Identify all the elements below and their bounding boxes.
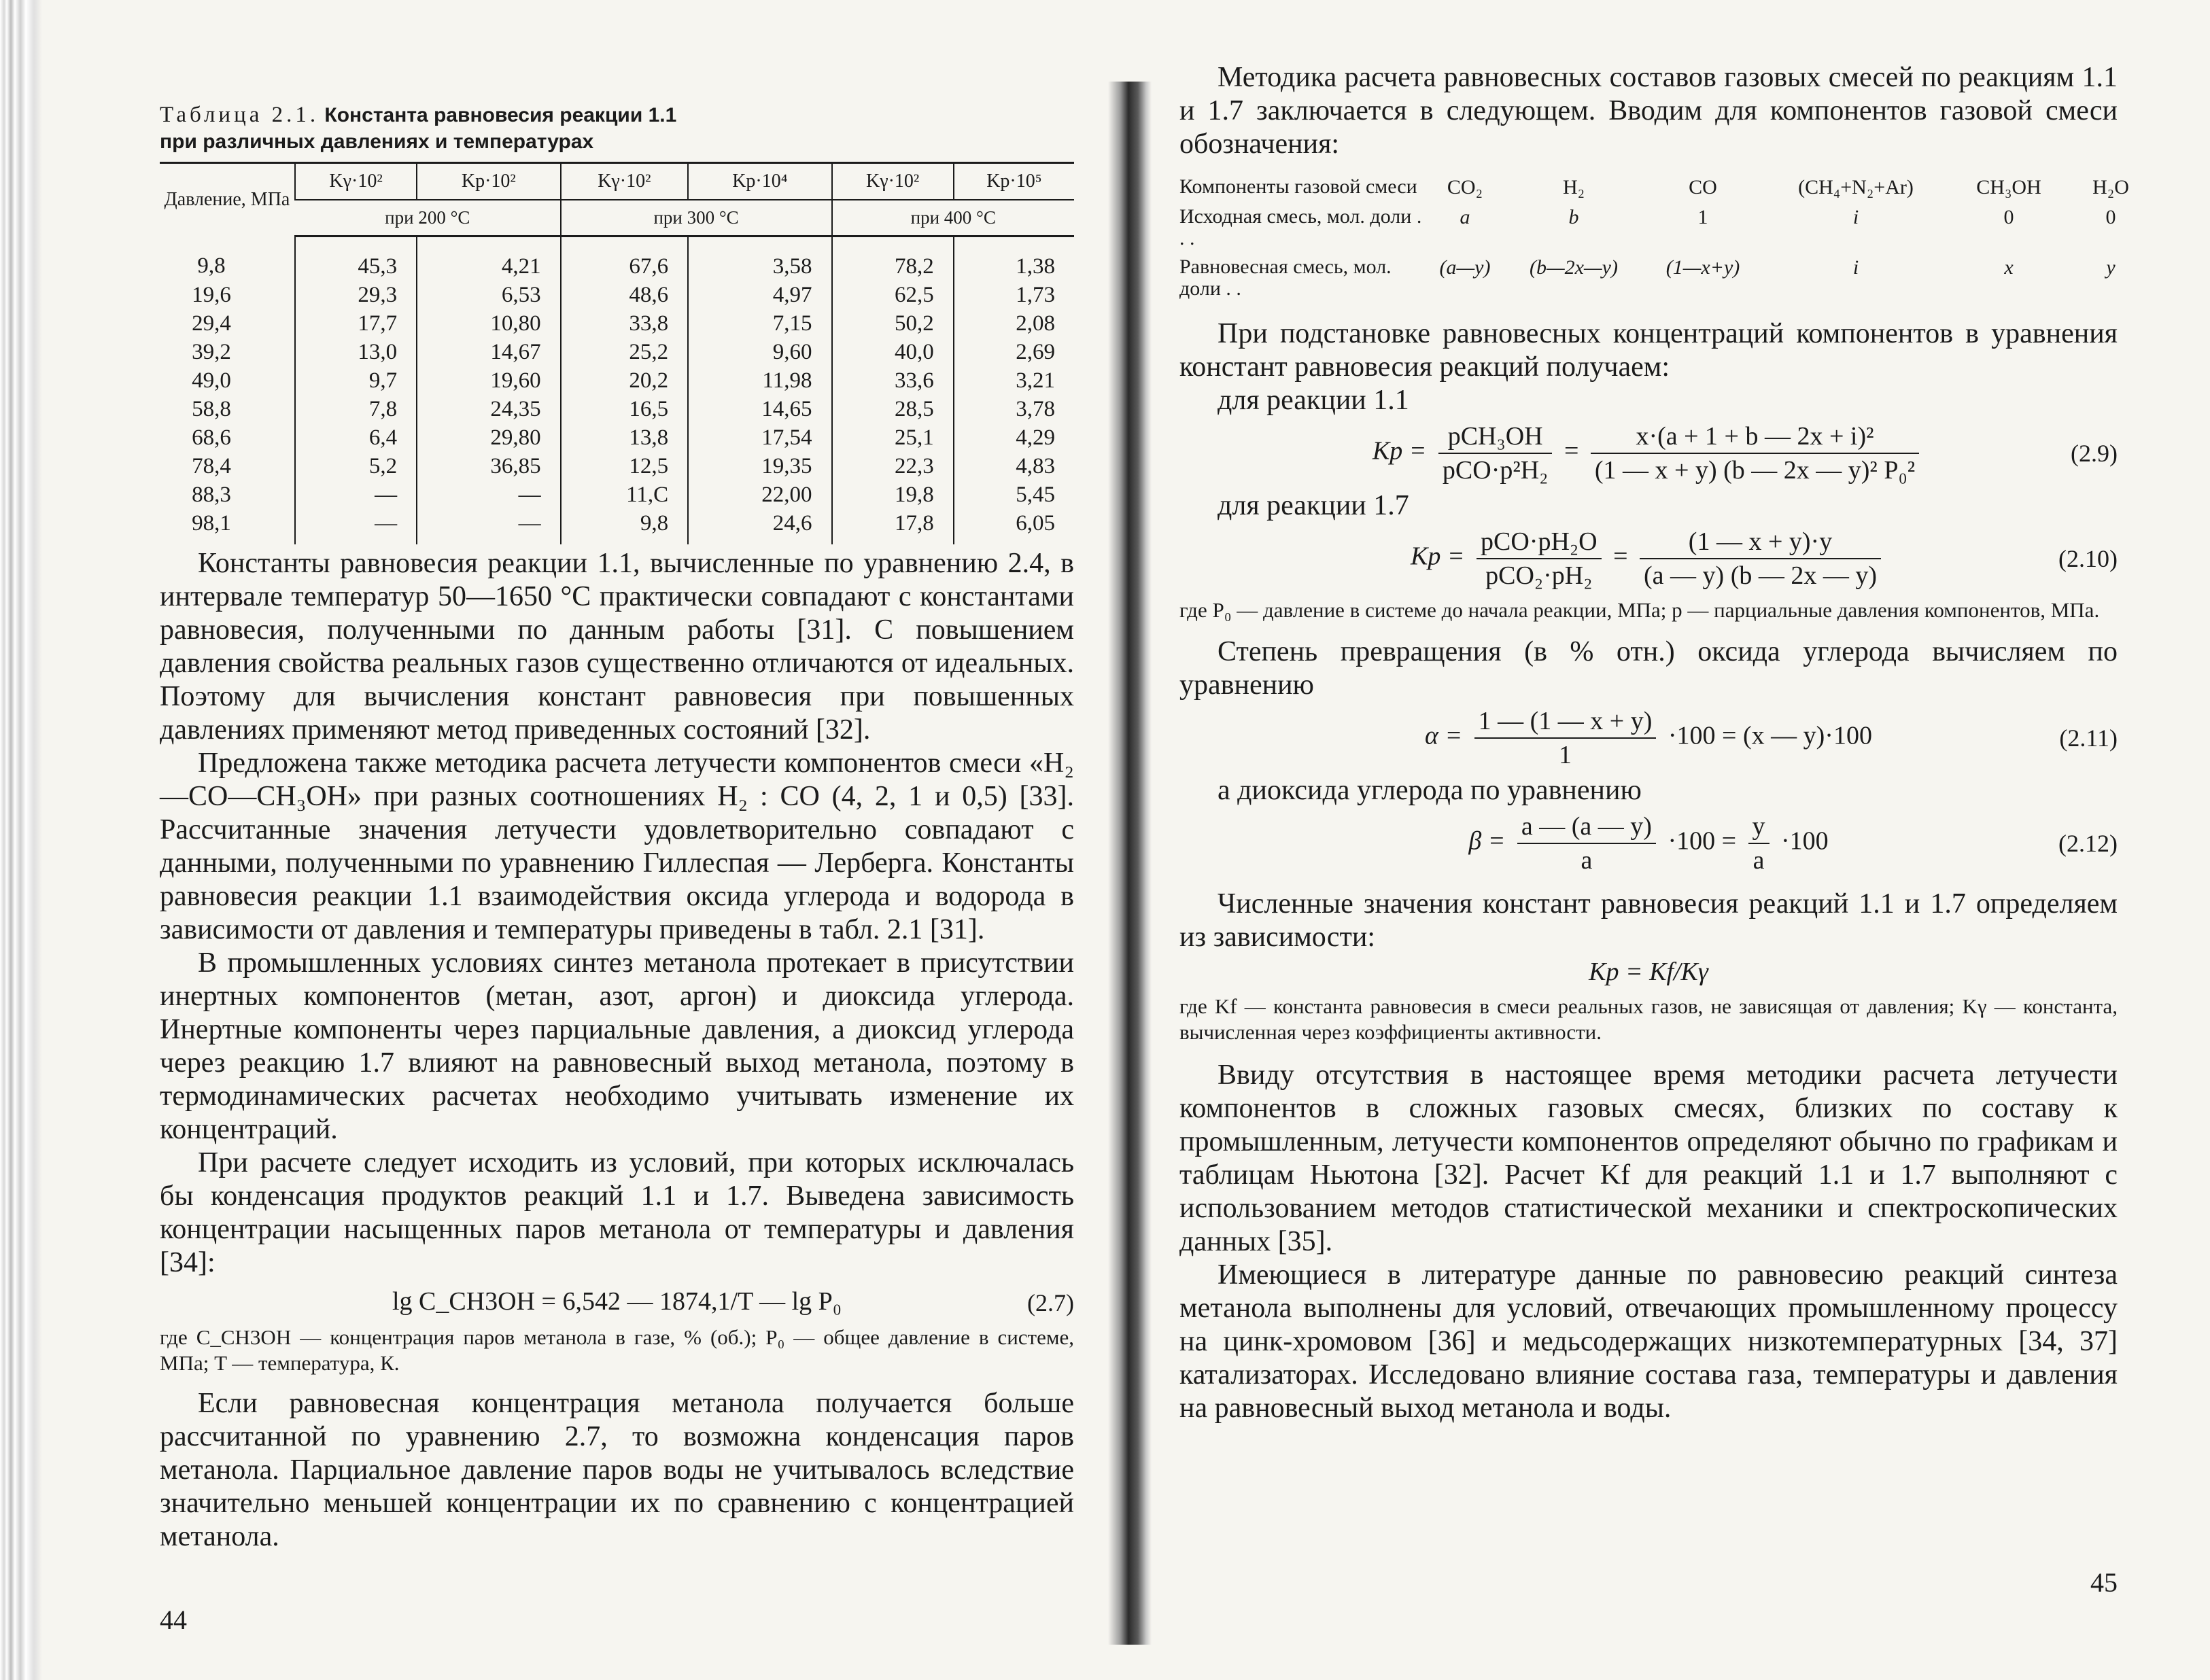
equation-number: (2.11) [2059, 724, 2118, 752]
table-caption-title-1: Константа равновесия реакции 1.1 [324, 104, 677, 126]
pressure-cell: 98,1 [192, 511, 231, 536]
comp-cell: (a—y) [1439, 256, 1491, 279]
comp-header-label: Компоненты газовой смеси [1179, 175, 1417, 198]
value-cell: — [295, 509, 417, 544]
table-row [160, 309, 1074, 338]
value-cell: 17,54 [688, 423, 831, 452]
equilibrium-constant-table [160, 162, 1074, 544]
paragraph: При подстановке равновесных концентраций компонентов в уравнения констант равновесия реакций получаем: [1179, 318, 2118, 383]
paragraph: Ввиду отсутствия в настоящее время методики расчета летучести компонентов в сложных газовых смесях, близких по составу к промышленным, летучести компонентов определяют обычно по графикам и таблицам Ньютона [32]. Расчет Kf для реакций 1.1 и 1.7 выполняют с использованием методов статистической механики и спектроскопических данных [35]. [1179, 1060, 2118, 1257]
value-cell: 17,8 [832, 509, 954, 544]
value-cell: 22,00 [688, 480, 831, 509]
pressure-cell: 49,0 [192, 368, 231, 393]
table-row [160, 423, 1074, 452]
equation-number: (2.7) [1027, 1289, 1074, 1316]
paragraph: Имеющиеся в литературе данные по равновесию реакций синтеза метанола выполнены для условий, отвечающих промышленному процессу на цинк-хромовом [36] и медьсодержащих низкотемпературных [34, 37] катализаторах. Исследовано влияние состава газа, температуры и давления на равновесный выход метанола и воды. [1179, 1259, 2118, 1424]
equation-number: (2.12) [2058, 830, 2118, 857]
value-cell: 40,0 [832, 338, 954, 366]
pressure-cell: 29,4 [192, 311, 231, 336]
eq-numerator: a — (a — y) [1517, 811, 1656, 844]
value-cell: 45,3 [295, 237, 417, 281]
label: для реакции 1.1 [1218, 385, 1409, 416]
eq-numerator: pCH₃OH [1438, 421, 1553, 454]
comp-cell: i [1852, 206, 1859, 228]
note: где C_CH3OH — концентрация паров метанола в газе, % (об.); P₀ — общее давление в системе, МПа; T — температура, К. [160, 1325, 1074, 1375]
eq-denominator: (a — y) (b — 2x — y) [1644, 561, 1877, 590]
pressure-cell: 58,8 [192, 397, 231, 421]
pressure-cell: 19,6 [192, 283, 231, 307]
value-cell: 29,80 [417, 423, 560, 452]
left-text-block [160, 547, 1074, 1554]
left-page [160, 0, 1074, 1680]
value-cell: 24,35 [417, 395, 560, 423]
value-cell: 67,6 [561, 237, 689, 281]
comp-cell: (b—2x—y) [1530, 256, 1618, 279]
pressure-header: Давление, МПа [160, 163, 295, 237]
pressure-cell: 78,4 [192, 454, 231, 478]
value-cell: 3,78 [954, 395, 1074, 423]
value-cell: 7,8 [295, 395, 417, 423]
value-cell: 6,53 [417, 281, 560, 309]
temp-group-header: при 300 °C [561, 200, 832, 237]
value-cell: 9,60 [688, 338, 831, 366]
comp-header: CH₃OH [1976, 176, 2041, 198]
equation-2-7 [160, 1287, 1074, 1319]
value-cell: 2,69 [954, 338, 1074, 366]
comp-cell: i [1852, 256, 1859, 279]
comp-cell: 1 [1697, 206, 1708, 228]
value-cell: 3,58 [688, 237, 831, 281]
paragraph: Численные значения констант равновесия реакций 1.1 и 1.7 определяем из зависимости: [1179, 888, 2118, 953]
col-header: Kγ·10² [295, 163, 417, 200]
value-cell: 48,6 [561, 281, 689, 309]
comp-cell: b [1568, 206, 1579, 228]
table-row [160, 338, 1074, 366]
value-cell: 20,2 [561, 366, 689, 395]
value-cell: 2,08 [954, 309, 1074, 338]
equation-number: (2.9) [2071, 440, 2118, 467]
value-cell: 1,73 [954, 281, 1074, 309]
pressure-cell: 9,8 [197, 253, 226, 279]
value-cell: 16,5 [561, 395, 689, 423]
comp-header: CO [1689, 176, 1717, 198]
value-cell: 78,2 [832, 237, 954, 281]
note: где P₀ — давление в системе до начала реакции, МПа; p — парциальные давления компонентов, МПа. [1179, 598, 2100, 622]
comp-header: CO₂ [1447, 176, 1483, 198]
eq-numerator: y [1748, 811, 1769, 844]
value-cell: 19,8 [832, 480, 954, 509]
table-row [160, 452, 1074, 480]
comp-cell: y [2106, 256, 2116, 279]
eq-lhs: Kp = [1372, 436, 1427, 466]
temp-group-header: при 200 °C [295, 200, 561, 237]
paragraph: Предложена также методика расчета летучести компонентов смеси «H₂—CO—CH₃OH» при разных соотношениях H₂ : CO (4, 2, 1 и 0,5) [33]. Рассчитанные значения летучести удовлетворительно совпадают с данными, полученными по уравнению Гиллеспая — Лерберга. Константы равновесия реакции 1.1 взаимодействия оксида углерода и водорода в зависимости от давления и температуры приведены в табл. 2.1 [31]. [160, 748, 1074, 945]
equation-text: lg C_CH3OH = 6,542 — 1874,1/T — lg P₀ [392, 1287, 842, 1316]
equation-kp [1179, 957, 2118, 987]
composition-table [1179, 175, 2129, 300]
paragraph: При расчете следует исходить из условий, при которых исключалась бы конденсация продуктов реакций 1.1 и 1.7. Выведена зависимость концентрации насыщенных паров метанола от температуры и давления [34]: [160, 1147, 1074, 1278]
value-cell: 19,60 [417, 366, 560, 395]
comp-cell: 0 [2105, 206, 2116, 228]
eq-denominator: a [1581, 846, 1593, 875]
eq-rhs: ·100 = (x — y)·100 [1668, 721, 1872, 750]
table-row [160, 480, 1074, 509]
value-cell: 6,4 [295, 423, 417, 452]
eq-numerator: 1 — (1 — x + y) [1474, 706, 1657, 739]
eq-lhs: α = [1425, 721, 1463, 750]
eq-lhs: Kp = [1411, 542, 1465, 571]
comp-row-label: Исходная смесь, мол. доли . . . [1179, 205, 1422, 249]
equation-2-12 [1179, 811, 2118, 875]
value-cell: 6,05 [954, 509, 1074, 544]
eq-denominator: 1 [1559, 741, 1572, 769]
comp-cell: a [1460, 206, 1470, 228]
value-cell: — [417, 509, 560, 544]
paragraph: Степень превращения (в % отн.) оксида углерода вычисляем по уравнению [1179, 636, 2118, 701]
equation-text: Kp = Kf/Kγ [1589, 958, 1708, 986]
table-row [160, 366, 1074, 395]
value-cell: 3,21 [954, 366, 1074, 395]
value-cell: 19,35 [688, 452, 831, 480]
value-cell: 25,2 [561, 338, 689, 366]
comp-header: (CH₄+N₂+Ar) [1798, 176, 1914, 198]
book-binding-edge [0, 0, 42, 1680]
value-cell: 7,15 [688, 309, 831, 338]
comp-header: H₂O [2092, 176, 2129, 198]
comp-cell: 0 [2003, 206, 2014, 228]
col-header: Kp·10⁵ [954, 163, 1074, 200]
value-cell: 33,6 [832, 366, 954, 395]
value-cell: 5,2 [295, 452, 417, 480]
book-gutter [1108, 82, 1152, 1645]
col-header: Kp·10² [417, 163, 560, 200]
comp-cell: x [2004, 256, 2014, 279]
col-header: Kp·10⁴ [688, 163, 831, 200]
value-cell: — [417, 480, 560, 509]
equation-2-10: Kp = $\frac{\text{pCO·pH₂O}}{\text{pCO₂·pH₂}}$ = $\frac{(1 — x + y)\cdot y}{(a — y) (b — 2x — y)}$ (2.10) [1411, 527, 2118, 590]
table-row [160, 509, 1074, 544]
value-cell: 12,5 [561, 452, 689, 480]
value-cell: 36,85 [417, 452, 560, 480]
value-cell: 5,45 [954, 480, 1074, 509]
page-number: 45 [2090, 1567, 2118, 1598]
table-caption-title-2: при различных давлениях и температурах [160, 130, 594, 153]
eq-denominator: pCO₂·pH₂ [1485, 561, 1593, 590]
value-cell: 62,5 [832, 281, 954, 309]
table-row [160, 395, 1074, 423]
value-cell: 22,3 [832, 452, 954, 480]
eq-denominator: (1 — x + y) (b — 2x — y)² P₀² [1594, 456, 1916, 485]
col-header: Kγ·10² [561, 163, 689, 200]
value-cell: 17,7 [295, 309, 417, 338]
value-cell: 14,65 [688, 395, 831, 423]
eq-numerator: pCO·pH₂O [1477, 527, 1602, 559]
paragraph: а диоксида углерода по уравнению [1218, 775, 1642, 806]
note: где Kf — константа равновесия в смеси реальных газов, не зависящая от давления; Kγ — константа, вычисленная через коэффициенты активности. [1179, 994, 2118, 1044]
paragraph: Методика расчета равновесных составов газовых смесей по реакциям 1.1 и 1.7 заключается в следующем. Вводим для компонентов газовой смеси обозначения: [1179, 62, 2118, 160]
value-cell: 29,3 [295, 281, 417, 309]
col-header: Kγ·10² [832, 163, 954, 200]
temp-group-header: при 400 °C [832, 200, 1074, 237]
right-page [1179, 0, 2129, 1680]
equation-2-9: Kp = $\frac{\text{pCH₃OH}}{\text{pCO·p²H₂}}$ = $\frac{\text{x·(a + 1 + b — 2x + i)²}}{\text{(1 — x + y) (b — 2x — y)² P₀²}}$ (2.9) [1372, 422, 2118, 485]
paragraph: Если равновесная концентрация метанола получается больше рассчитанной по уравнению 2.7, то возможна конденсация паров метанола. Парциальное давление паров воды не учитывалось вследствие значительно меньшей концентрации их по сравнению с концентрацией метанола. [160, 1388, 1074, 1552]
right-text-block [1179, 61, 2129, 1425]
value-cell: 11,98 [688, 366, 831, 395]
value-cell: 13,8 [561, 423, 689, 452]
value-cell: 25,1 [832, 423, 954, 452]
table-row [160, 281, 1074, 309]
eq-numerator: (1 — x + y)·y [1640, 527, 1881, 559]
value-cell: 14,67 [417, 338, 560, 366]
table-caption-label: Таблица 2.1. [160, 103, 320, 127]
value-cell: 1,38 [954, 237, 1074, 281]
equation-number: (2.10) [2058, 545, 2118, 572]
eq-denominator: a [1753, 846, 1765, 875]
value-cell: 28,5 [832, 395, 954, 423]
value-cell: 9,8 [561, 509, 689, 544]
value-cell: 4,21 [417, 237, 560, 281]
eq-numerator: x·(a + 1 + b — 2x + i)² [1591, 421, 1919, 454]
value-cell: 4,83 [954, 452, 1074, 480]
pressure-cell: 39,2 [192, 340, 231, 364]
value-cell: 33,8 [561, 309, 689, 338]
value-cell: 10,80 [417, 309, 560, 338]
comp-row-label: Равновесная смесь, мол. доли . . [1179, 256, 1392, 300]
table-caption [160, 102, 1074, 155]
value-cell: — [295, 480, 417, 509]
paragraph: Константы равновесия реакции 1.1, вычисленные по уравнению 2.4, в интервале температур 50—1650 °C практически совпадают с константами равновесия, полученными по данным работы [31]. С повышением давления свойства реальных газов существенно отличаются от идеальных. Поэтому для вычисления констант равновесия при повышенных давлениях применяют метод приведенных состояний [32]. [160, 548, 1074, 746]
pressure-cell: 88,3 [192, 483, 231, 507]
value-cell: 4,29 [954, 423, 1074, 452]
comp-cell: (1—x+y) [1665, 256, 1740, 279]
eq-mid: ·100 = [1668, 826, 1737, 856]
page-number: 44 [160, 1605, 187, 1635]
pressure-cell: 68,6 [192, 425, 231, 450]
value-cell: 24,6 [688, 509, 831, 544]
comp-header: H₂ [1562, 176, 1585, 198]
paragraph: В промышленных условиях синтез метанола протекает в присутствии инертных компонентов (метан, азот, аргон) и диоксида углерода. Инертные компоненты через парциальные давления, а диоксид углерода через реакцию 1.7 влияют на равновесный выход метанола, поэтому в термодинамических расчетах необходимо учитывать изменение их концентраций. [160, 947, 1074, 1145]
value-cell: 9,7 [295, 366, 417, 395]
value-cell: 13,0 [295, 338, 417, 366]
label: для реакции 1.7 [1218, 490, 1409, 521]
value-cell: 11,C [561, 480, 689, 509]
value-cell: 4,97 [688, 281, 831, 309]
eq-lhs: β = [1468, 826, 1506, 856]
value-cell: 50,2 [832, 309, 954, 338]
eq-rhs: ·100 [1781, 826, 1829, 856]
table-row [160, 237, 1074, 281]
equation-2-11 [1179, 706, 2118, 770]
eq-denominator: pCO·p²H₂ [1442, 456, 1549, 485]
